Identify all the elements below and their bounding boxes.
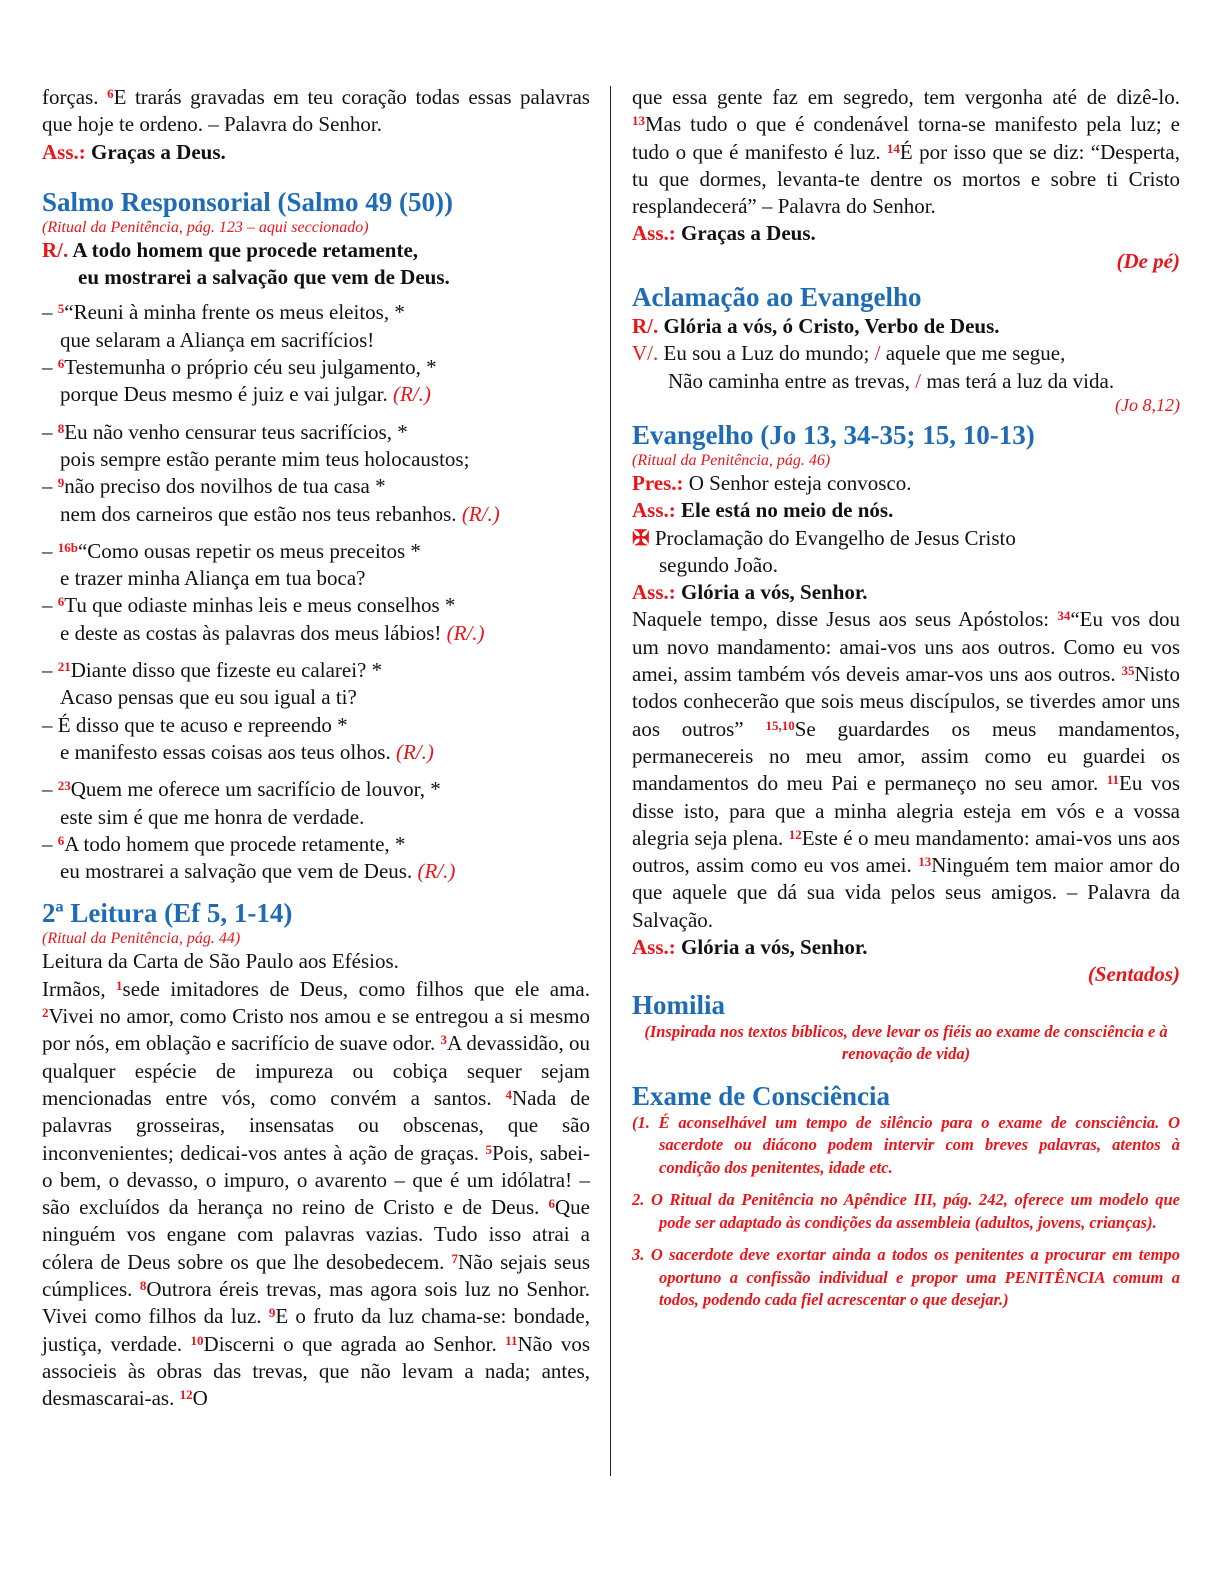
stanza-line (42, 381, 590, 408)
verse-number: 12 (788, 826, 802, 842)
reading2-response: Ass.: Graças a Deus. (632, 221, 816, 246)
exam-title: Exame de Consciência (632, 1080, 890, 1111)
verse-text: Outrora éreis trevas, mas agora sois luz no Senhor. Vivei como filhos da luz. (42, 1276, 590, 1329)
stanza-line: – $^8$Eu não venho censurar teus sacrifícios, * (42, 419, 408, 444)
verse-text: Nisto todos conhecerão que sois meus discípulos, se tiverdes amor uns aos outros” (632, 662, 1180, 741)
verse-text: Nada de palavras grosseiras, insensatas ou obscenas, que são inconvenientes; dedicai-vos antes à ação de graças. (42, 1085, 590, 1165)
verse-number: 35 (1121, 663, 1135, 679)
verse-number: 11 (505, 1332, 518, 1348)
psalm-refrain: R/. A todo homem que procede retamente, (42, 237, 419, 262)
stanza-line: este sim é que me honra de verdade. (60, 804, 365, 829)
stanza-line: – $^6$A todo homem que procede retamente, * (42, 831, 406, 856)
stanza-line (42, 858, 590, 885)
gospel-text (632, 606, 1180, 934)
verse-number: 10 (190, 1332, 204, 1348)
verse-number: 5 (57, 301, 65, 317)
stanza-text: “Reuni à minha frente os meus eleitos, * (64, 300, 405, 325)
gospel-proclamation: ✠ Proclamação do Evangelho de Jesus Cristo (632, 525, 1016, 550)
verse-text: que essa gente faz em segredo, tem vergonha até de dizê-lo. (632, 85, 1180, 109)
left-column (42, 84, 590, 1412)
verse-text: Este é o meu mandamento: amai-vos uns aos outros, assim como eu vos amei. (632, 825, 1181, 878)
verse-text: O (192, 1386, 208, 1411)
verse-text: Mas tudo o que é condenável torna-se manifesto pela luz; e tudo o que é manifesto é luz. (632, 112, 1180, 164)
verse-text: Se guardardes os meus mandamentos, permanecereis no meu amor, assim como eu guardei os mandamentos do meu Pai e permaneço no seu amor. (632, 716, 1180, 796)
psalm-source: (Ritual da Penitência, pág. 123 – aqui seccionado) (42, 218, 369, 236)
psalm-stanza (42, 299, 590, 408)
acclamation-verse: V/. Eu sou a Luz do mundo; / aquele que me segue, (632, 341, 1066, 366)
psalm-stanzas (42, 299, 590, 885)
verse-number: 23 (57, 778, 71, 794)
verse-text: Eu vos disse isto, para que a minha alegria esteja em vós e a vossa alegria seja plena. (632, 771, 1181, 850)
reading2-intro: Leitura da Carta de São Paulo aos Efésios. (42, 949, 399, 974)
stanza-text: “Como ousas repetir os meus preceitos * (77, 538, 421, 563)
stanza-text: e manifesto essas coisas aos teus olhos. (60, 739, 391, 764)
stanza-line: – $^{21}$Diante disso que fizeste eu calarei? * (42, 658, 383, 683)
psalm-title: Salmo Responsorial (Salmo 49 (50)) (42, 186, 453, 217)
stanza-text: Tu que odiaste minhas leis e meus conselhos * (64, 593, 456, 618)
verse-text: Naquele tempo, disse Jesus aos seus Apóstolos: (632, 607, 1058, 632)
verse-text: “Eu vos dou um novo mandamento: amai-vos uns aos outros. Como eu vos amei, assim também vós deveis amar-vos uns aos outros. (632, 607, 1180, 687)
stanza-text: e deste as costas às palavras dos meus lábios! (60, 620, 442, 645)
homily-title: Homilia (632, 989, 725, 1020)
verse-number: 1 (116, 977, 123, 993)
stanza-line: – $^6$Tu que odiaste minhas leis e meus conselhos * (42, 593, 456, 618)
acclamation-reference: (Jo 8,12) (1115, 394, 1180, 415)
verse-number: 4 (505, 1086, 512, 1102)
psalm-stanza (42, 538, 590, 647)
verse-text: Discerni o que agrada ao Senhor. (203, 1331, 506, 1356)
stanza-line (42, 620, 590, 647)
stanza-text: eu mostrarei a salvação que vem de Deus. (60, 859, 413, 884)
exam-notes (632, 1112, 1180, 1312)
verse-text: Não vos associeis às obras das trevas, que não levam a nada; antes, desmascarai-as. (42, 1331, 590, 1411)
verse-number: 6 (57, 356, 65, 372)
reading2-continuation (632, 84, 1180, 220)
verse-number: 3 (440, 1032, 448, 1048)
psalm-stanza (42, 419, 590, 528)
stanza-line (42, 501, 590, 528)
verse-number: 7 (451, 1250, 459, 1266)
response-marker: (R/.) (417, 859, 456, 884)
exam-note: 2. O Ritual da Penitência no Apêndice III, pág. 242, oferece um modelo que pode ser adaptado às condições da assembleia (adultos, jovens, crianças). (632, 1190, 1180, 1232)
stanza-line (42, 739, 590, 766)
verse-text: Que ninguém vos engane com palavras vazias. Tudo isso atrai a cólera de Deus sobre os que lhe desobedecem. (42, 1195, 590, 1274)
stanza-line: e trazer minha Aliança em tua boca? (60, 566, 366, 591)
verse-number: 6 (57, 832, 65, 848)
stanza-text: porque Deus mesmo é juiz e vai julgar. (60, 382, 388, 407)
homily-note: (Inspirada nos textos bíblicos, deve levar os fiéis ao exame de consciência e à renovação de vida) (644, 1021, 1168, 1064)
verse-text: Irmãos, (42, 976, 117, 1001)
assembly-response-2: Ass.: Glória a vós, Senhor. (632, 580, 868, 605)
stand-rubric: (De pé) (1116, 248, 1180, 273)
verse-text: É por isso que se diz: “Desperta, tu que dormes, levanta-te dentre os mortos e sobre ti Cristo resplandecerá” – Palavra do Senhor. (632, 139, 1180, 219)
acclamation-title: Aclamação ao Evangelho (632, 282, 922, 313)
stanza-text: não preciso dos novilhos de tua casa * (64, 474, 386, 499)
verse-number: 16b (57, 539, 78, 555)
verse-number: 6 (57, 594, 65, 610)
acclamation-verse-line2: Não caminha entre as trevas, / mas terá a luz da vida. (668, 368, 1115, 393)
response-marker: (R/.) (395, 739, 434, 764)
stanza-line: pois sempre estão perante mim teus holocaustos; (60, 446, 470, 471)
verse-number: 34 (1057, 608, 1071, 624)
verse-text: Não sejais seus cúmplices. (42, 1249, 591, 1301)
column-divider (610, 86, 611, 1476)
verse-number: 5 (485, 1141, 492, 1157)
verse-number: 14 (886, 140, 900, 156)
stanza-line: – $^{16b}$“Como ousas repetir os meus preceitos * (42, 538, 421, 563)
verse-number: 15,10 (765, 717, 795, 733)
verse-text: Ninguém tem maior amor do que aquele que dá sua vida pelos seus amigos. – Palavra da Salvação. (632, 853, 1180, 932)
presider-greeting: Pres.: O Senhor esteja convosco. (632, 470, 912, 495)
gospel-proclamation-line2: segundo João. (659, 552, 778, 577)
verse-number: 8 (57, 420, 65, 436)
reading2-source: (Ritual da Penitência, pág. 44) (42, 930, 241, 948)
stanza-text: É disso que te acuso e repreendo * (57, 712, 348, 737)
verse-number: 6 (548, 1196, 555, 1212)
assembly-response-3: Ass.: Glória a vós, Senhor. (632, 935, 868, 960)
verse-number: 13 (632, 113, 645, 129)
verse-number: 8 (139, 1277, 147, 1293)
verse-number: 2 (42, 1005, 49, 1021)
stanza-text: nem dos carneiros que estão nos teus rebanhos. (60, 501, 457, 526)
psalm-refrain-line2: eu mostrarei a salvação que vem de Deus. (78, 265, 450, 290)
verse-number: 13 (918, 854, 932, 870)
stanza-text: Testemunha o próprio céu seu julgamento, * (64, 355, 437, 380)
stanza-text: Quem me oferece um sacrifício de louvor, * (70, 777, 441, 802)
gospel-title: Evangelho (Jo 13, 34-35; 15, 10-13) (632, 419, 1035, 450)
stanza-line: – $^6$Testemunha o próprio céu seu julgamento, * (42, 355, 437, 380)
stanza-line: – $^9$não preciso dos novilhos de tua casa * (42, 474, 386, 499)
reading1-response: Ass.: Graças a Deus. (42, 139, 226, 164)
response-marker: (R/.) (461, 501, 500, 526)
acclamation-refrain: R/. Glória a vós, ó Cristo, Verbo de Deus. (632, 314, 1000, 339)
stanza-line: – É disso que te acuso e repreendo * (42, 712, 348, 737)
reading2-title: 2ª Leitura (Ef 5, 1-14) (42, 898, 293, 929)
stanza-line: Acaso pensas que eu sou igual a ti? (60, 685, 357, 710)
verse-text: Pois, sabei-o bem, o devasso, o impuro, o avarento – que é um idólatra! – são excluídos da herança no reino de Cristo e de Deus. (42, 1140, 590, 1220)
verse-number: 9 (57, 475, 65, 491)
stanza-text: Diante disso que fizeste eu calarei? * (70, 658, 383, 683)
stanza-text: A todo homem que procede retamente, * (64, 831, 406, 856)
response-marker: (R/.) (393, 382, 431, 407)
psalm-stanza (42, 657, 590, 766)
response-marker: (R/.) (446, 620, 485, 645)
verse-text: Vivei no amor, como Cristo nos amou e se entregou a si mesmo por nós, em oblação e sacrifício de suave odor. (42, 1004, 590, 1056)
assembly-response-1: Ass.: Ele está no meio de nós. (632, 498, 894, 523)
right-column (632, 84, 1180, 1312)
cross-icon: ✠ (632, 525, 650, 550)
stanza-line: que selaram a Aliança em sacrifícios! (60, 327, 375, 352)
reading1-ending: forças. $^6$E trarás gravadas em teu coração todas essas palavras que hoje te ordeno. – Palavra do Senhor. (42, 85, 590, 137)
stanza-line: – $^{23}$Quem me oferece um sacrifício de louvor, * (42, 777, 441, 802)
verse-number: 21 (57, 659, 71, 675)
psalm-stanza (42, 776, 590, 885)
stanza-line: – $^5$“Reuni à minha frente os meus eleitos, * (42, 300, 405, 325)
gospel-source: (Ritual da Penitência, pág. 46) (632, 451, 831, 469)
verse-text: E o fruto da luz chama-se: bondade, justiça, verdade. (42, 1304, 590, 1356)
verse-text: sede imitadores de Deus, como filhos que ele ama. (122, 976, 590, 1001)
seated-rubric: (Sentados) (1087, 962, 1180, 987)
exam-note: 3. O sacerdote deve exortar ainda a todos os penitentes a procurar em tempo oportuno a confissão individual e propor uma PENITÊNCIA comum a todos, podendo cada fiel acrescentar o que desejar.) (632, 1245, 1180, 1310)
verse-number: 9 (268, 1305, 276, 1321)
verse-text: A devassidão, ou qualquer espécie de impureza ou cobiça sequer sejam mencionadas entre vós, como convém a santos. (42, 1031, 590, 1110)
verse-number: 12 (179, 1387, 193, 1403)
reading2-text (42, 976, 590, 1413)
stanza-text: Eu não venho censurar teus sacrifícios, * (64, 419, 408, 444)
verse-number: 11 (1106, 772, 1120, 788)
exam-note: (1. É aconselhável um tempo de silêncio para o exame de consciência. O sacerdote ou diácono podem intervir com breves palavras, atentos à condição dos penitentes, idade etc. (632, 1112, 1180, 1177)
